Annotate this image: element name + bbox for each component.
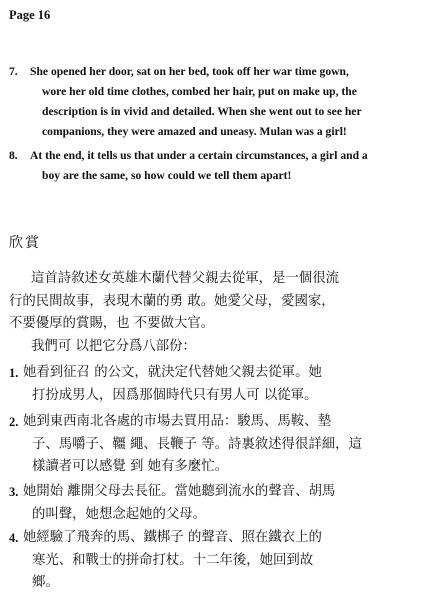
paragraph-line: wore her old time clothes, combed her hair, put on make up, the (42, 85, 357, 98)
intro-paragraph (9, 268, 421, 358)
paragraph-line: 的叫聲，她想念起她的父母。 (32, 506, 207, 522)
chinese-item-4 (9, 527, 421, 595)
item-number: 1. (9, 366, 19, 380)
paragraph-line: description is in vivid and detailed. When she went out to see her (42, 105, 362, 118)
page-number: Page 16 (9, 8, 51, 22)
paragraph-line: 她開始 離開父母去長征。當她聽到流水的聲音、胡馬 (23, 484, 336, 499)
paragraph-line: 打扮成男人，因爲那個時代只有男人可 以從軍。 (32, 387, 318, 403)
paragraph-line: 我們可 以把它分爲八部份： (31, 338, 196, 354)
item-number: 4. (9, 531, 19, 545)
paragraph-line: 不要優厚的賞賜，也 不要做大官。 (9, 316, 215, 331)
paragraph-line: She opened her door, sat on her bed, took off her war time gown, (30, 65, 349, 78)
paragraph-line: 寒光、和戰士的拼命打杖。十二年後，她回到故 (32, 552, 314, 568)
section-heading: 欣賞 (9, 235, 41, 251)
paragraph-line: 這首詩敘述女英雄木蘭代替父親去從軍，是一個很流 (31, 271, 339, 286)
paragraph-line: 她到東西南北各處的市場去買用品：駿馬、馬鞍、墊 (23, 414, 331, 429)
paragraph-line: 她經驗了飛奔的馬、鐵梆子 的聲音、照在鐵衣上的 (23, 530, 322, 545)
item-number: 3. (9, 485, 19, 499)
paragraph-line: boy are the same, so how could we tell them apart! (42, 169, 292, 182)
item-number: 8. (9, 149, 18, 162)
paragraph-line: 鄉。 (32, 575, 59, 590)
english-item-8 (9, 146, 419, 186)
chinese-item-2 (9, 411, 421, 479)
paragraph-line: 行的民間故事，表現木蘭的勇 敢。她愛父母，愛國家， (9, 293, 335, 309)
paragraph-line: 子、馬嚼子、韁 繩、長鞭子 等。詩裏敘述得很詳細，這 (32, 436, 362, 452)
english-item-7 (9, 62, 419, 142)
item-number: 2. (9, 415, 19, 429)
paragraph-line: 樣讀者可以感覺 到 她有多麼忙。 (32, 459, 228, 474)
chinese-item-1 (9, 362, 421, 407)
item-number: 7. (9, 65, 18, 78)
paragraph-line: companions, they were amazed and uneasy. Mulan was a girl! (42, 125, 347, 138)
paragraph-line: 她看到征召 的公文，就決定代替她父親去從軍。她 (23, 365, 322, 380)
chinese-item-3 (9, 481, 421, 526)
paragraph-line: At the end, it tells us that under a certain circumstances, a girl and a (30, 149, 368, 162)
